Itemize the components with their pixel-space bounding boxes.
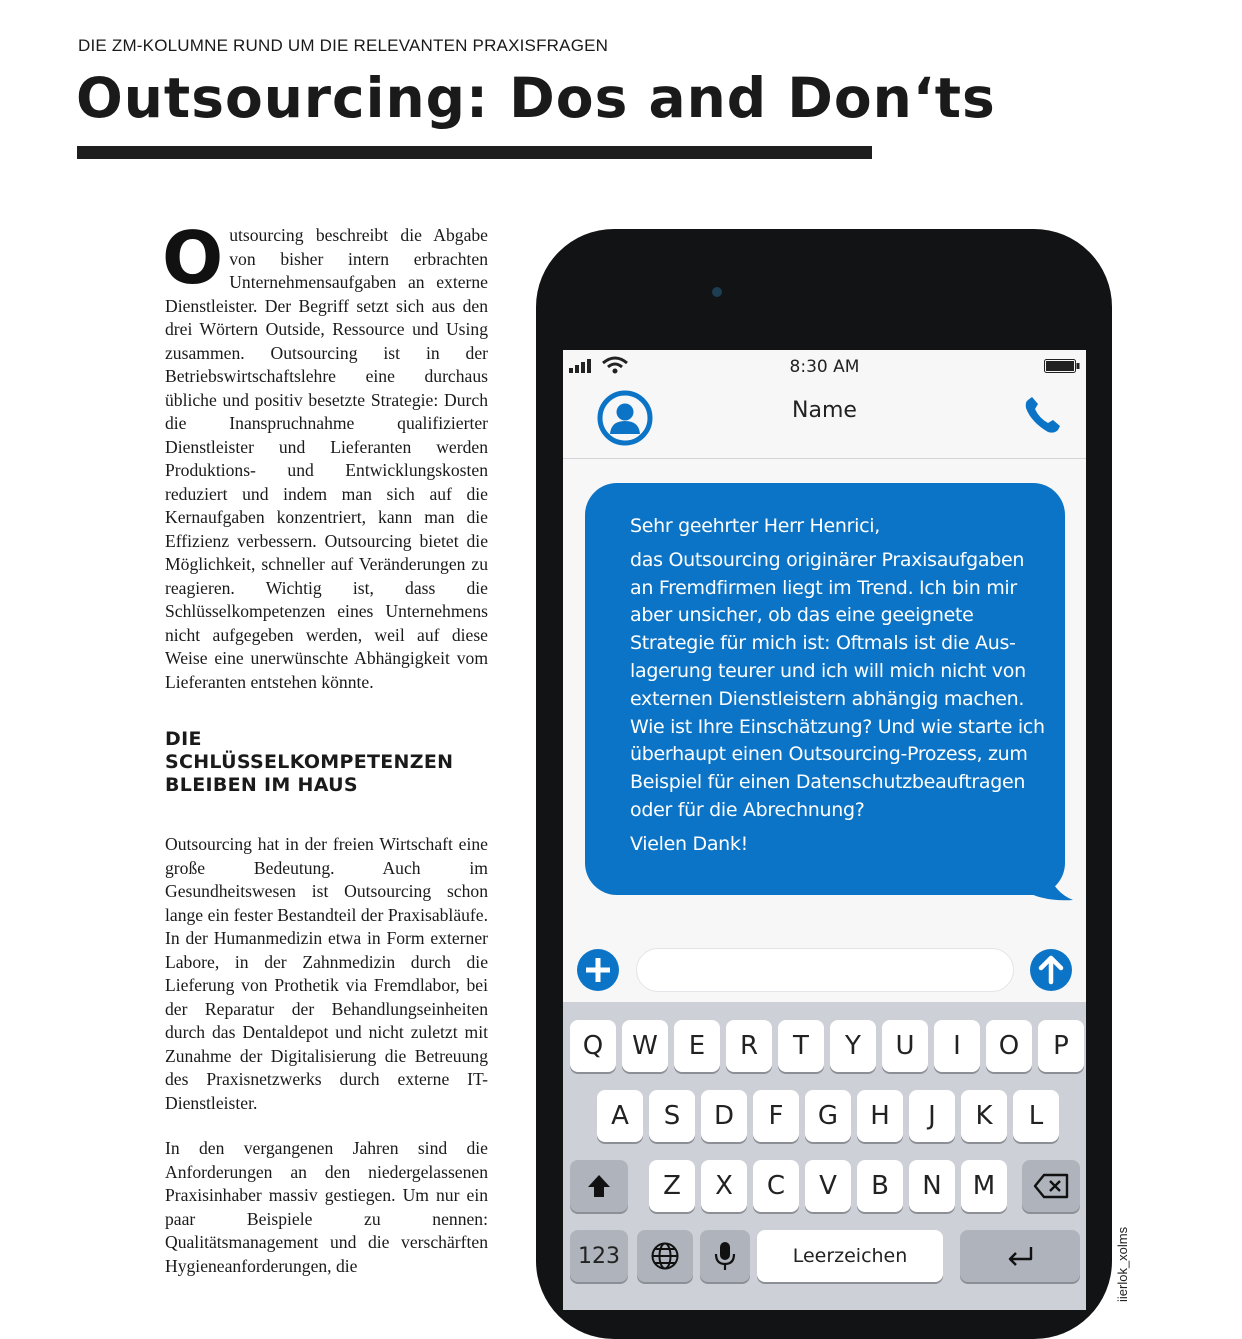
message-closing: Vielen Dank!: [630, 832, 748, 855]
intro-paragraph: utsourcing beschreibt die Abgabe von bisher intern erbrachten Unternehmensaufgaben an externe Dienstleister. Der Begriff setzt sich aus den drei Wörtern Outside, Ressource und Using zusammen. Outsourcing ist in der Betriebswirtschaftslehre eine durchaus übliche und positiv besetzte Strategie: Durch die Inanspruchnahme qualifizierter Dienstleister und Lieferanten werden Produktions- und Entwicklungskosten reduziert und indem man sich auf die Kernaufgaben konzentriert, kann man die Effizienz verbessern. Outsourcing bietet die Möglichkeit, schneller auf Veränderungen zu reagieren. Wichtig ist, dass die Schlüsselkompetenzen eines Unternehmens nicht aufgegeben werden, weil auf diese Weise eine unerwünschte Abhängigkeit vom Lieferanten entstehen könnte.: [165, 225, 488, 692]
numbers-key[interactable]: 123: [570, 1230, 628, 1282]
key-d[interactable]: D: [701, 1090, 747, 1142]
shift-arrow-icon: [586, 1173, 612, 1199]
key-c[interactable]: C: [753, 1160, 799, 1212]
key-e[interactable]: E: [674, 1020, 720, 1072]
key-l[interactable]: L: [1013, 1090, 1059, 1142]
title-underline: [77, 146, 872, 159]
header-divider: [563, 458, 1086, 459]
key-m[interactable]: M: [961, 1160, 1007, 1212]
key-i[interactable]: I: [934, 1020, 980, 1072]
message-bubble: [585, 483, 1065, 895]
backspace-icon: [1033, 1173, 1069, 1199]
key-x[interactable]: X: [701, 1160, 747, 1212]
status-bar: [563, 350, 1086, 384]
microphone-icon: [714, 1241, 736, 1271]
key-j[interactable]: J: [909, 1090, 955, 1142]
key-r[interactable]: R: [726, 1020, 772, 1072]
message-body: das Outsourcing originärer Praxisaufgaben an Fremdfirmen liegt im Trend. Ich bin mir aber unsicher, ob das eine geeignete Strategie für mich ist: Oftmals ist die Auslagerung teurer und ich will mich nicht von externen Dienstleistern abhängig machen. Wie ist Ihre Einschätzung? Und wie starte ich überhaupt einen Outsourcing-Prozess, zum Beispiel für einen Datenschutzbeauftragen oder für die Abrechnung?: [630, 548, 1045, 821]
key-s[interactable]: S: [649, 1090, 695, 1142]
body-paragraph: Outsourcing hat in der freien Wirtschaft eine große Bedeutung. Auch im Gesundheitswesen ist Outsourcing schon lange ein fester Bestandteil der Praxisabläufe. In der Humanmedizin etwa in Form externer Labore, in der Zahnmedizin durch die Lieferung von Prothetik via Fremdlabor, bei der Reparatur der Behandlungseinheiten durch das Dentaldepot und nicht zuletzt mit Zunahme der Digitalisierung die Betreuung des Praxisnetzwerks durch externe IT-Dienstleister.: [165, 834, 488, 1113]
key-b[interactable]: B: [857, 1160, 903, 1212]
send-arrow-icon[interactable]: [1029, 948, 1073, 992]
article-title: Outsourcing: Dos and Don‘ts: [76, 66, 996, 130]
status-time: 8:30 AM: [789, 357, 860, 377]
message-greeting: Sehr geehrter Herr Henrici,: [630, 515, 881, 537]
key-k[interactable]: K: [961, 1090, 1007, 1142]
space-key[interactable]: Leerzeichen: [757, 1230, 943, 1282]
key-q[interactable]: Q: [570, 1020, 616, 1072]
globe-key[interactable]: [637, 1230, 693, 1282]
return-icon: [1005, 1245, 1035, 1267]
key-v[interactable]: V: [805, 1160, 851, 1212]
key-y[interactable]: Y: [830, 1020, 876, 1072]
key-f[interactable]: F: [753, 1090, 799, 1142]
drop-cap: O: [162, 216, 224, 300]
key-a[interactable]: A: [597, 1090, 643, 1142]
compose-bar: [563, 940, 1086, 1000]
battery-icon: [1044, 359, 1080, 373]
front-camera: [712, 287, 722, 297]
article-column: [162, 216, 488, 1278]
contact-name[interactable]: Name: [792, 398, 857, 423]
key-w[interactable]: W: [622, 1020, 668, 1072]
conversation-header: [563, 380, 1086, 460]
key-p[interactable]: P: [1038, 1020, 1084, 1072]
shift-key[interactable]: [570, 1160, 628, 1212]
phone-call-icon[interactable]: [1022, 394, 1064, 436]
section-heading: DIE SCHLÜSSELKOMPETENZEN BLEIBEN IM HAUS: [165, 728, 454, 796]
column-kicker: DIE ZM-KOLUMNE RUND UM DIE RELEVANTEN PRAXISFRAGEN: [78, 36, 609, 55]
key-o[interactable]: O: [986, 1020, 1032, 1072]
key-u[interactable]: U: [882, 1020, 928, 1072]
message-input[interactable]: [636, 948, 1014, 992]
key-t[interactable]: T: [778, 1020, 824, 1072]
virtual-keyboard: [563, 1002, 1086, 1310]
return-key[interactable]: [960, 1230, 1080, 1282]
delete-key[interactable]: [1022, 1160, 1080, 1212]
key-h[interactable]: H: [857, 1090, 903, 1142]
key-z[interactable]: Z: [649, 1160, 695, 1212]
globe-icon: [650, 1241, 680, 1271]
photo-credit: iierlok_xolms: [1115, 1226, 1130, 1302]
microphone-key[interactable]: [700, 1230, 750, 1282]
phone-screen: [563, 350, 1086, 1310]
body-paragraph-2: In den vergangenen Jahren sind die Anforderungen an den niedergelassenen Praxisinhaber massiv gestiegen. Um nur ein paar Beispiele zu nennen: Qualitätsmanagement und die verschärften Hygieneanforderungen, die: [165, 1138, 488, 1276]
key-n[interactable]: N: [909, 1160, 955, 1212]
message-text: [630, 513, 1050, 859]
plus-icon[interactable]: [576, 948, 620, 992]
key-g[interactable]: G: [805, 1090, 851, 1142]
